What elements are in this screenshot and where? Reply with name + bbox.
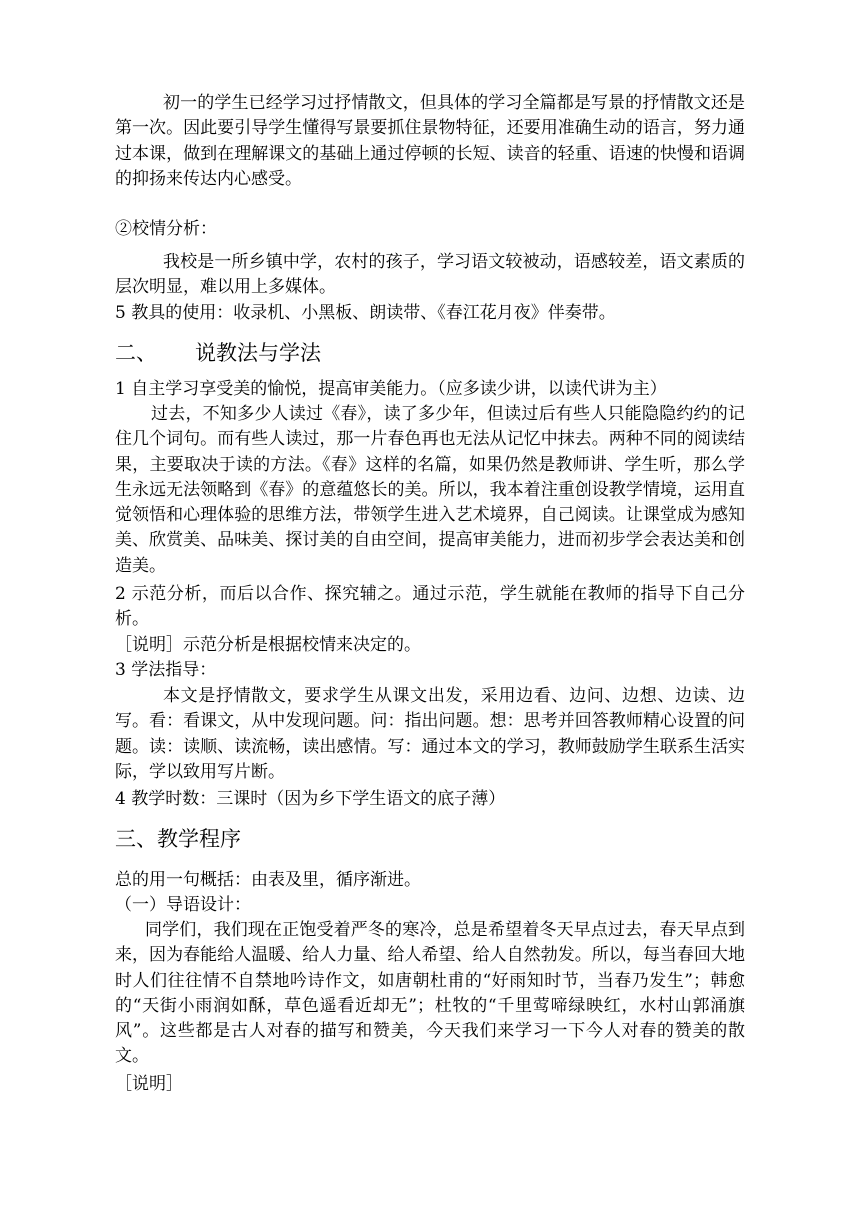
note-demonstration: ［说明］示范分析是根据校情来决定的。 [115, 635, 421, 655]
section-title: 说教法与学法 [195, 341, 321, 365]
paragraph-reading-method: 过去，不知多少人读过《春》，读了多少年，但读过后有些人只能隐隐约约的记住几个词句。而有些人读过，那一片春色再也无法从记忆中抹去。两种不同的阅读结果，主要取决于读的方法。《春》这样的名篇，如果仍然是教师讲、学生听，那么学生永远无法领略到《春》的意蕴悠长的美。所以，我本着注重创设教学情境，运用直觉领悟和心理体验的思维方法，带领学生进入艺术境界，自己阅读。让课堂成为感知美、欣赏美、品味美、探讨美的自由空间，提高审美能力，进而初步学会表达美和创造美。 [115, 404, 745, 576]
subsection-intro-design: （一）导语设计： [115, 895, 251, 915]
note-empty: ［说明］ [115, 1074, 183, 1094]
teaching-aids-item: 5 教具的使用：收录机、小黑板、朗读带、《春江花月夜》伴奏带。 [115, 303, 616, 323]
paragraph-student-analysis: 初一的学生已经学习过抒情散文，但具体的学习全篇都是写景的抒情散文还是第一次。因此要引导学生懂得写景要抓住景物特征，还要用准确生动的语言，努力通过本课，做到在理解课文的基础上通过停顿的长短、读音的轻重、语速的快慢和语调的抑扬来传达内心感受。 [115, 93, 745, 189]
section-number: 二、 [115, 341, 157, 365]
paragraph-intro-speech: 同学们，我们现在正饱受着严冬的寒冷，总是希望着冬天早点过去，春天早点到来，因为春能给人温暖、给人力量、给人希望、给人自然勃发。所以，每当春回大地时人们往往情不自禁地吟诗作文，如唐朝杜甫的“好雨知时节，当春乃发生”；韩愈的“天街小雨润如酥，草色遥看近却无”；杜牧的“千里莺啼绿映红，水村山郭涌旗风”。这些都是古人对春的描写和赞美，今天我们来学习一下今人对春的赞美的散文。 [115, 920, 745, 1067]
method-item-4: 4 教学时数：三课时（因为乡下学生语文的底子薄） [115, 789, 506, 809]
section-heading-methods [115, 339, 321, 367]
paragraph-school-analysis: 我校是一所乡镇中学，农村的孩子，学习语文较被动，语感较差，语文素质的层次明显，难以用上多媒体。 [115, 252, 745, 298]
method-item-3: 3 学法指导： [115, 660, 217, 680]
school-analysis-label: ②校情分析： [115, 219, 217, 239]
procedure-summary: 总的用一句概括：由表及里，循序渐进。 [115, 870, 421, 890]
method-item-1: 1 自主学习享受美的愉悦，提高审美能力。（应多读少讲，以读代讲为主） [115, 379, 667, 399]
method-item-2: 2 示范分析，而后以合作、探究辅之。通过示范，学生就能在教师的指导下自己分析。 [115, 584, 745, 630]
paragraph-study-guidance: 本文是抒情散文，要求学生从课文出发，采用边看、边问、边想、边读、边写。看：看课文，从中发现问题。问：指出问题。想：思考并回答教师精心设置的问题。读：读顺、读流畅，读出感情。写：通过本文的学习，教师鼓励学生联系生活实际，学以致用写片断。 [115, 686, 745, 782]
section-heading-procedure: 三、教学程序 [115, 827, 241, 851]
